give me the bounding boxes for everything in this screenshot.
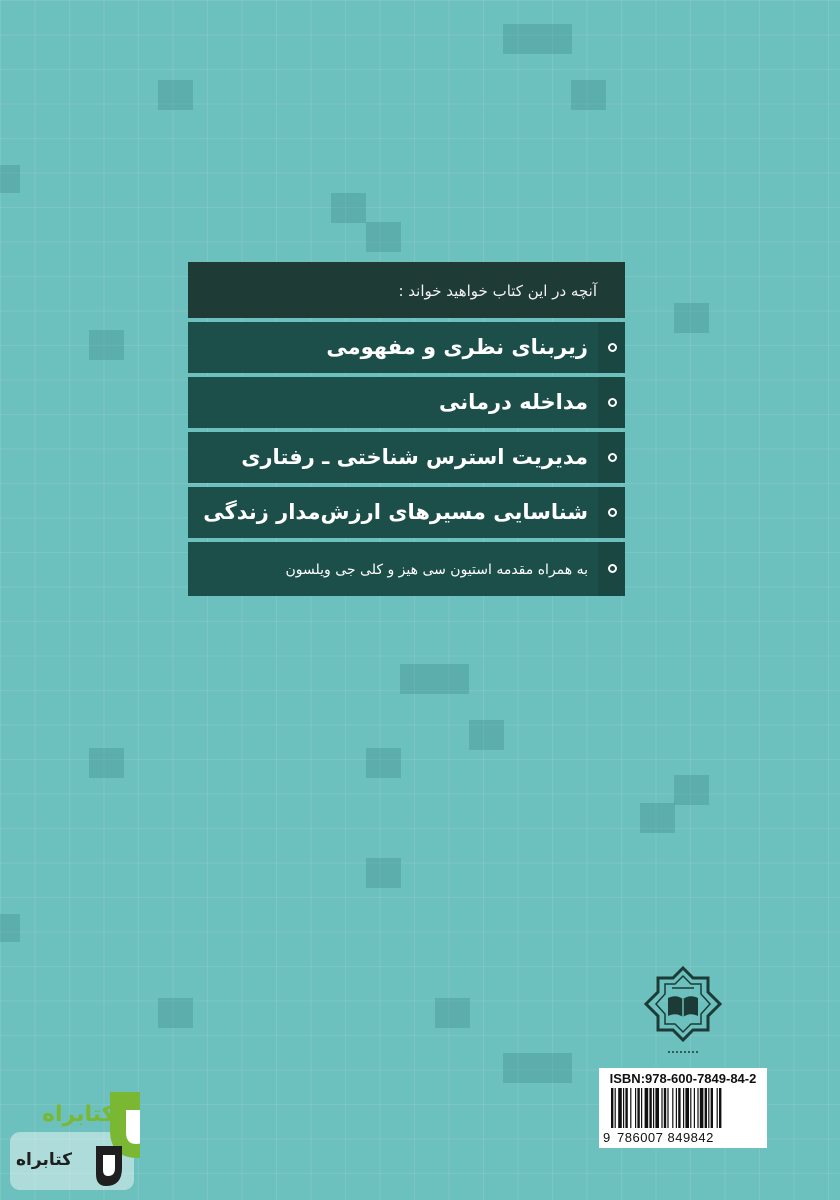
barcode-bar — [685, 1088, 689, 1128]
barcode-bar — [664, 1088, 666, 1128]
barcode-bar — [655, 1088, 659, 1128]
grid-tile — [503, 24, 572, 54]
grid-tile — [400, 664, 469, 694]
grid-tile — [89, 748, 124, 778]
barcode-bar — [694, 1088, 695, 1128]
grid-tile — [640, 803, 675, 833]
bullet-icon — [608, 343, 617, 352]
barcode-bar — [697, 1088, 698, 1128]
contents-panel — [188, 262, 625, 596]
grid-tile — [435, 998, 470, 1028]
isbn-label: ISBN:978-600-7849-84-2 — [609, 1071, 757, 1086]
barcode-bar — [690, 1088, 691, 1128]
barcode-bar — [615, 1088, 616, 1128]
barcode-bar — [630, 1088, 631, 1128]
grid-tile — [571, 80, 606, 110]
open-book-emblem-icon — [638, 964, 728, 1064]
grid-tile — [0, 165, 20, 193]
grid-tile — [366, 222, 401, 252]
bullet-icon — [608, 508, 617, 517]
grid-tile — [469, 720, 504, 750]
watermark-text-dark: کتابراه — [16, 1150, 73, 1170]
grid-tile — [674, 303, 709, 333]
bullet-icon — [608, 398, 617, 407]
barcode-bar — [705, 1088, 707, 1128]
contents-item — [188, 487, 625, 538]
barcode-bar — [645, 1088, 649, 1128]
barcode-bar — [700, 1088, 704, 1128]
barcode-bar — [623, 1088, 624, 1128]
contents-item — [188, 542, 625, 596]
grid-tile — [366, 858, 401, 888]
grid-tile — [89, 330, 124, 360]
barcode-bar — [683, 1088, 684, 1128]
contents-item-label: مداخله درمانی — [439, 390, 588, 414]
contents-heading: آنچه در این کتاب خواهید خواند : — [188, 262, 625, 318]
barcode-bar — [719, 1088, 721, 1128]
contents-item-label: به همراه مقدمه استیون سی هیز و کلی جی ویلسون — [285, 562, 588, 578]
barcode-bar — [661, 1088, 662, 1128]
barcode-bar — [653, 1088, 654, 1128]
isbn-barcode — [599, 1068, 767, 1148]
grid-tile — [158, 998, 193, 1028]
barcode-bar — [635, 1088, 636, 1128]
contents-item-label: شناسایی مسیرهای ارزش‌مدار زندگی — [203, 500, 588, 524]
barcode-bar — [676, 1088, 677, 1128]
contents-item-label: مدیریت استرس شناختی ـ رفتاری — [241, 445, 588, 469]
contents-item — [188, 377, 625, 428]
contents-item — [188, 432, 625, 483]
barcode-bar — [708, 1088, 709, 1128]
barcode-bar — [618, 1088, 622, 1128]
barcode-bar — [625, 1088, 627, 1128]
watermark-logo — [10, 1088, 140, 1192]
contents-item-label: زیربنای نظری و مفهومی — [326, 335, 588, 359]
barcode-bar — [711, 1088, 713, 1128]
barcode-bar — [611, 1088, 613, 1128]
grid-tile — [0, 914, 20, 942]
bullet-icon — [608, 564, 617, 573]
grid-tile — [158, 80, 193, 110]
contents-item — [188, 322, 625, 373]
grid-tile — [366, 748, 401, 778]
barcode-bar — [678, 1088, 680, 1128]
grid-tile — [503, 1053, 572, 1083]
barcode-bar — [667, 1088, 668, 1128]
barcode-bar — [672, 1088, 673, 1128]
bullet-icon — [608, 453, 617, 462]
watermark-text-green: کتابراه — [42, 1102, 115, 1127]
grid-tile — [331, 193, 366, 223]
barcode-lead-digit: 9 — [603, 1130, 611, 1145]
barcode-bar — [649, 1088, 651, 1128]
barcode-digits: 786007 849842 — [617, 1130, 714, 1145]
barcode-bar — [641, 1088, 642, 1128]
barcode-bar — [717, 1088, 718, 1128]
barcode-bar — [637, 1088, 639, 1128]
grid-tile — [674, 775, 709, 805]
